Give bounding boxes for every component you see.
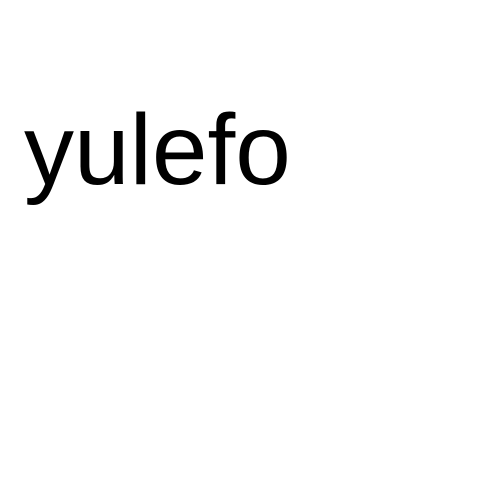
display-word: yulefo xyxy=(24,94,291,206)
